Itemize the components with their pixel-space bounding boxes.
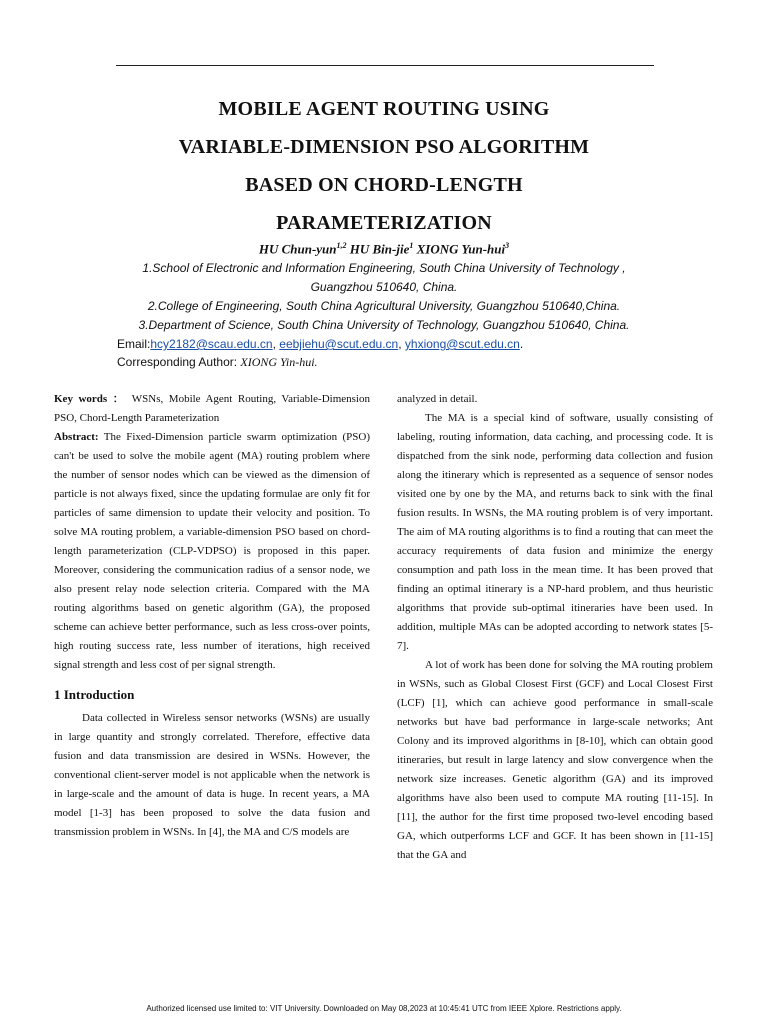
email-sep-1: , bbox=[272, 337, 280, 351]
affiliation-1: 1.School of Electronic and Information Engineering, South China University of Technology , bbox=[142, 261, 626, 275]
intro-paragraph-1: Data collected in Wireless sensor networks (WSNs) are usually in large quantity and strongly correlated. Therefore, effective data fusion and data transmission are desired in WSNs. However, the conventional client-server model is not applicable when the network is in large-scale and the amount of data is huge. In recent years, a MA model [1-3] has been proposed to solve the data fusion and transmission problem in WSNs. In [4], the MA and C/S models are bbox=[54, 712, 370, 838]
author-3: XIONG Yun-hui bbox=[413, 241, 506, 257]
keywords-text: WSNs, Mobile Agent Routing, Variable-Dimension PSO, Chord-Length Parameterization bbox=[54, 393, 370, 424]
email-link-3[interactable]: yhxiong@scut.edu.cn bbox=[404, 337, 520, 351]
email-sep-2: , bbox=[398, 337, 405, 351]
email-link-2[interactable]: eebjiehu@scut.edu.cn bbox=[279, 337, 399, 351]
right-column bbox=[397, 390, 713, 865]
affiliation-1-cont: Guangzhou 510640, China. bbox=[310, 280, 458, 294]
corresponding-author bbox=[117, 353, 318, 372]
author-list bbox=[40, 237, 728, 258]
affiliation-3: 3.Department of Science, South China University of Technology, Guangzhou 510640, China. bbox=[138, 318, 630, 332]
author-2: HU Bin-jie bbox=[346, 241, 410, 257]
email-end: . bbox=[519, 337, 524, 351]
intro-paragraph-3: A lot of work has been done for solving the MA routing problem in WSNs, such as Global Closest First (GCF) and Local Closest First (LCF) [1], which can achieve good performance in small-scale networks but have bad performance in large-scale networks; Ant Colony and its improved algorithms in [8-10], which can obtain good itineraries, but result in large latency and slow convergence when the network size increases. Genetic algorithm (GA) and its improved algorithms have also been used to compute MA routing [11-15]. In [11], the author for the first time proposed two-level encoding based GA, which outperforms LCF and GCF. It has been shown in [11-15] that the GA and bbox=[397, 659, 713, 861]
author-2-affil: 1 bbox=[409, 241, 414, 250]
email-link-1[interactable]: hcy2182@scau.edu.cn bbox=[150, 337, 273, 351]
title-line-3: BASED ON CHORD-LENGTH bbox=[245, 174, 523, 196]
paper-title bbox=[40, 90, 728, 242]
keywords bbox=[54, 390, 370, 428]
keywords-label: Key words ： bbox=[54, 393, 127, 405]
left-column bbox=[54, 390, 370, 842]
abstract-label: Abstract: bbox=[54, 431, 99, 443]
affiliation-2: 2.College of Engineering, South China Agricultural University, Guangzhou 510640,China. bbox=[147, 299, 621, 313]
intro-paragraph-2: The MA is a special kind of software, usually consisting of labeling, routing information, data caching, and processing code. It is dispatched from the sink node, performing data collection and fusion along the itinerary which is represented as a sequence of sensor nodes visited one by one by the MA, and returns back to sink with the final fusion results. In WSNs, the MA routing problem is of very important. The aim of MA routing algorithms is to find a routing that can meet the accuracy requirements of data fusion and minimize the energy consumption and path loss in the mean time. It has been proved that finding an optimal itinerary is a NP-hard problem, and thus heuristic algorithms that provide sub-optimal itineraries have been used. In addition, multiple MAs can be adopted according to network states [5-7]. bbox=[397, 412, 713, 652]
top-rule bbox=[116, 65, 654, 66]
author-3-affil: 3 bbox=[505, 241, 510, 250]
title-line-2: VARIABLE-DIMENSION PSO ALGORITHM bbox=[178, 136, 590, 158]
author-1-affil: 1,2 bbox=[336, 241, 347, 250]
title-line-4: PARAMETERIZATION bbox=[276, 212, 492, 234]
license-footer: Authorized licensed use limited to: VIT University. Downloaded on May 08,2023 at 10:45:41 UTC from IEEE Xplore. Restrictions apply. bbox=[146, 1004, 622, 1013]
section-heading-introduction: 1 Introduction bbox=[54, 687, 135, 702]
email-line bbox=[117, 335, 523, 354]
abstract bbox=[54, 428, 370, 675]
title-line-1: MOBILE AGENT ROUTING USING bbox=[218, 98, 550, 120]
email-label: Email: bbox=[117, 337, 151, 351]
intro-paragraph-1-cont: analyzed in detail. bbox=[397, 393, 478, 405]
author-1: HU Chun-yun bbox=[258, 241, 337, 257]
abstract-text: The Fixed-Dimension particle swarm optimization (PSO) can't be used to solve the mobile agent (MA) routing problem where the number of sensor nodes which can be viewed as the dimension of particle is not always fixed, since the updating formulae are only fit for particles of same dimension to update their velocity and position. To solve MA routing problem, a variable-dimension PSO based on chord-length parameterization (CLP-VDPSO) is proposed in this paper. Moreover, considering the communication radius of a sensor node, we also present relay node selection criteria. Compared with the MA routing algorithms based on genetic algorithm (GA), the proposed scheme can achieve better performance, such as less cross-over points, high routing success rate, less number of iterations, high received signal strength and less cost of per signal strength. bbox=[54, 431, 370, 671]
corresponding-name: XIONG Yin-hui. bbox=[240, 355, 318, 369]
corresponding-label: Corresponding Author: bbox=[117, 355, 241, 369]
